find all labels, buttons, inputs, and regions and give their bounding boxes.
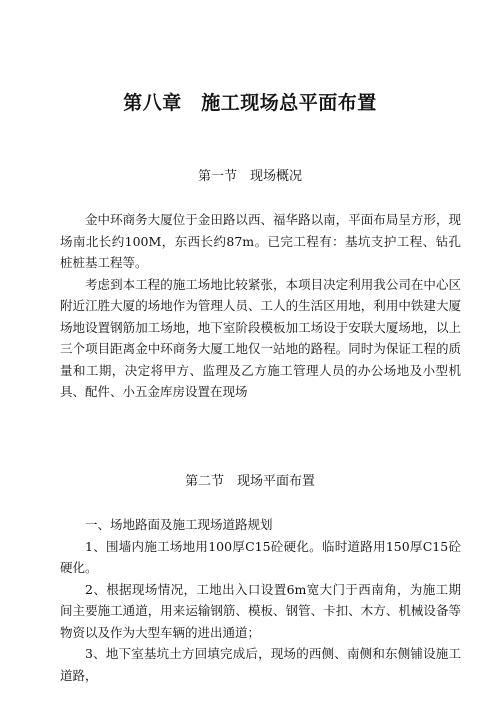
paragraph: 1、围墙内施工场地用100厚C15砼硬化。临时道路用150厚C15砼硬化。 bbox=[60, 538, 461, 575]
section-2-title: 第二节 现场平面布置 bbox=[184, 474, 315, 489]
chapter-title: 第八章 施工现场总平面布置 bbox=[123, 92, 377, 114]
paragraph: 金中环商务大厦位于金田路以西、福华路以南，平面布局呈方形，现场南北长约100M，东西长约87m。已完工程有：基坑支护工程、钻孔桩桩基工程等。 bbox=[60, 212, 461, 270]
section-1-title: 第一节 现场概况 bbox=[197, 169, 302, 184]
section-1-body bbox=[60, 209, 461, 403]
paragraph: 考虑到本工程的施工场地比较紧张，本项目决定利用我公司在中心区附近江胜大厦的场地作为管理人员、工人的生活区用地，利用中铁建大厦场地设置钢筋加工场地，地下室阶段模板加工场设于安联大厦场地，以上三个项目距离金中环商务大厦工地仅一站地的路程。同时为保证工程的质量和工期，决定将甲方、监理及乙方施工管理人员的办公场地及小型机具、配件、小五金库房设置在现场 bbox=[60, 276, 461, 399]
paragraph: 2、根据现场情况，工地出入口设置6m宽大门于西南角，为施工期间主要施工通道，用来运输钢筋、模板、钢管、卡扣、木方、机械设备等物资以及作为大型车辆的进出通道； bbox=[60, 581, 461, 640]
paragraph: 3、地下室基坑土方回填完成后，现场的西侧、南侧和东侧铺设施工道路， bbox=[60, 646, 461, 683]
section-2-body bbox=[60, 514, 461, 686]
paragraph: 一、场地路面及施工现场道路规划 bbox=[85, 517, 273, 532]
